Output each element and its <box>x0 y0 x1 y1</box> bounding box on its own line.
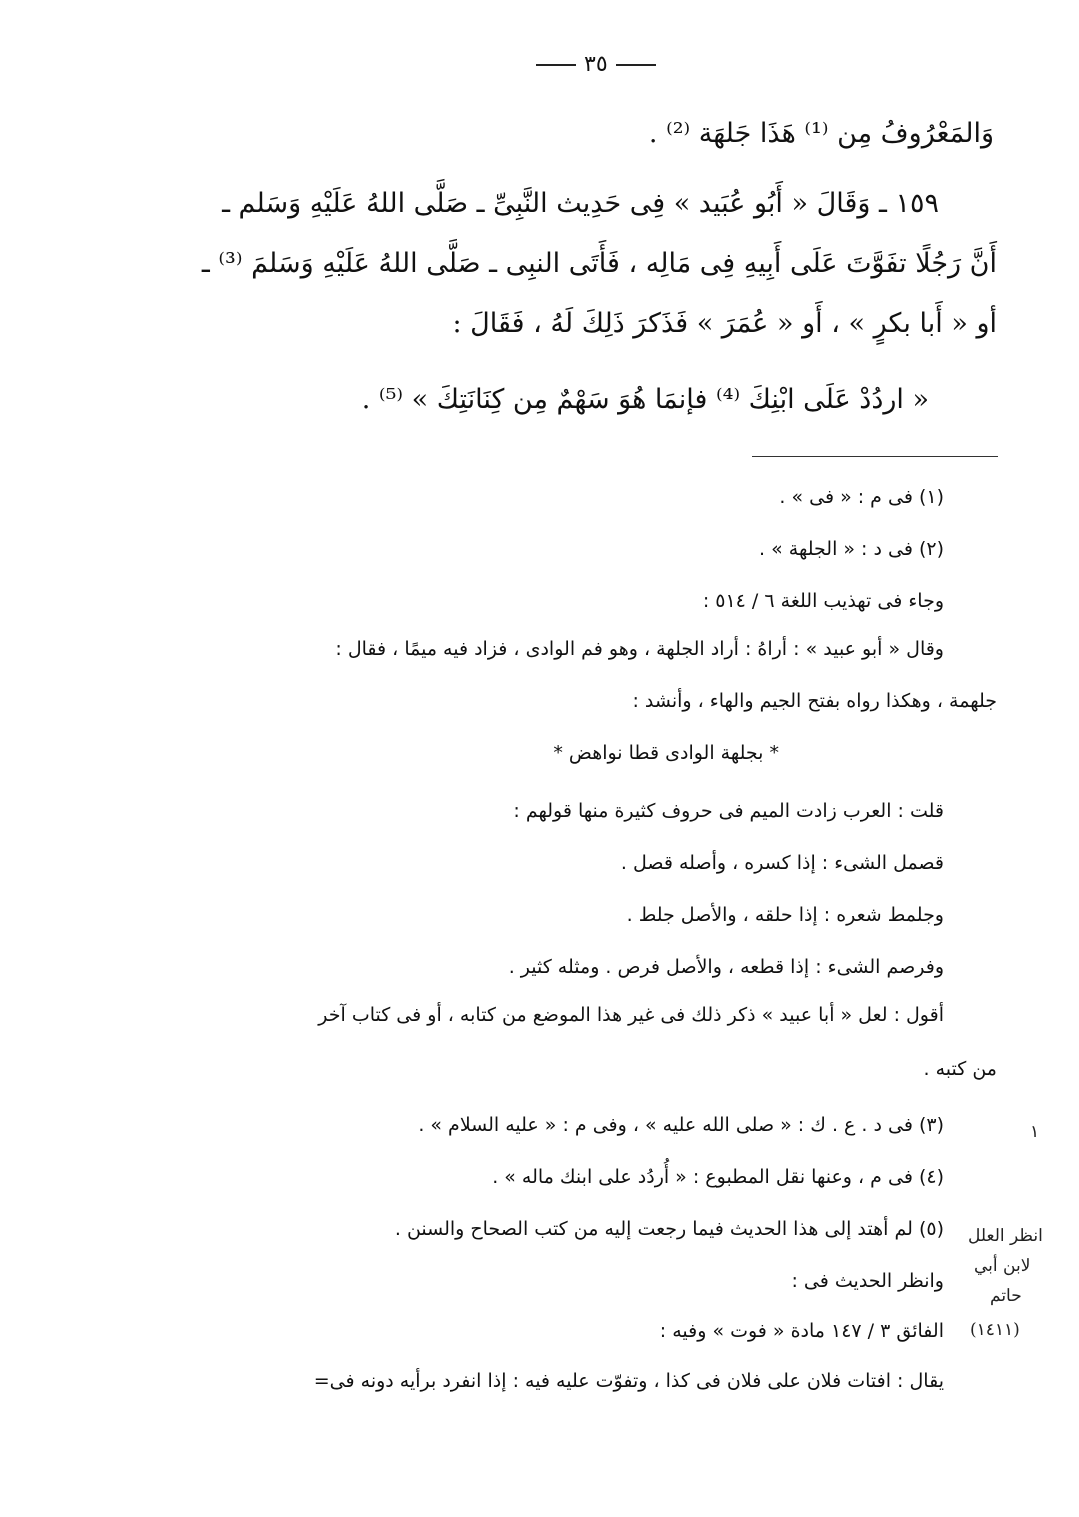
footnote-2-verse: * بجلهة الوادى قطا نواهض * <box>553 742 779 764</box>
footnote-2-line-6: وجلمط شعره : إذا حلقه ، والأصل جلط . <box>626 904 944 926</box>
footnote-3: (٣) فى د . ع . ك : « صلى الله عليه » ، وفى م : « عليه السلام » . <box>418 1114 944 1136</box>
footnote-1: (١) فى م : « فى » . <box>779 486 944 508</box>
footnote-2-line-8: أقول : لعل « أبا عبيد » ذكر ذلك فى غير هذا الموضع من كتابه ، أو فى كتاب آخر <box>318 1004 944 1026</box>
footnote-separator <box>752 456 998 457</box>
main-text-line-3: أَنَّ رَجُلًا تفَوَّتَ عَلَى أَبِيهِ فِى مَالِه ، فَأَتَى النبِى ـ صَلَّى اللهُ عَلَيْهِ وَسَلمَ ⁽³⁾ ـ <box>201 248 997 279</box>
main-text-line-5: « اردُدْ عَلَى ابْنِكَ ⁽⁴⁾ فإنمَا هُوَ سَهْمٌ مِن كِنَانَتِكَ » ⁽⁵⁾ . <box>361 384 929 415</box>
page-number-dash-left <box>616 64 656 66</box>
footnote-5-line-2: الفائق ٣ / ١٤٧ مادة « فوت » وفيه : <box>659 1320 944 1342</box>
margin-note-line-1: انظر العلل <box>968 1226 1043 1246</box>
margin-mark: ١ <box>1030 1122 1040 1142</box>
footnote-2-line-1: وجاء فى تهذيب اللغة ٦ / ٥١٤ : <box>702 590 944 612</box>
footnote-4: (٤) فى م ، وعنها نقل المطبوع : « أُردُد على ابنك ماله » . <box>492 1166 944 1188</box>
main-text-line-1: وَالمَعْرُوفُ مِن ⁽¹⁾ هَذَا جَلهَة ⁽²⁾ . <box>648 118 994 149</box>
margin-note-line-3: حاتم <box>990 1286 1022 1306</box>
footnote-2: (٢) فى د : « الجلهة » . <box>759 538 944 560</box>
margin-note-line-2: لابن أبي <box>974 1256 1031 1276</box>
footnote-2-line-7: وفرصم الشىء : إذا قطعه ، والأصل فرص . ومثله كثير . <box>508 956 944 978</box>
page-number-text: ٣٥ <box>584 52 608 77</box>
page-number <box>528 52 664 77</box>
footnote-2-line-4: قلت : العرب زادت الميم فى حروف كثيرة منها قولهم : <box>513 800 944 822</box>
footnote-5-line-1: وانظر الحديث فى : <box>791 1270 944 1292</box>
footnote-5-line-3: يقال : افتات فلان على فلان فى كذا ، وتفوّت عليه فيه : إذا انفرد برأيه دونه فى= <box>313 1370 944 1392</box>
footnote-2-line-3: جلهمة ، وهكذا رواه بفتح الجيم والهاء ، وأنشد : <box>632 690 997 712</box>
footnote-5: (٥) لم أهتد إلى هذا الحديث فيما رجعت إليه من كتب الصحاح والسنن . <box>394 1218 944 1240</box>
footnote-2-line-9: من كتبه . <box>923 1058 997 1080</box>
main-text-line-4: أو « أَبا بكرٍ » ، أَو « عُمَرَ » فَذَكرَ ذَلِكَ لَهُ ، فَقَالَ : <box>452 308 997 339</box>
footnote-2-line-2: وقال « أبو عبيد » : أراهُ : أراد الجلهة ، وهو فم الوادى ، فزاد فيه ميمًا ، فقال : <box>335 638 944 660</box>
main-text-line-2: ١٥٩ ـ وَقَالَ « أَبُو عُبَيد » فِى حَدِيث النَّبِىِّ ـ صَلَّى اللهُ عَلَيْهِ وَسَلم ـ <box>222 188 939 219</box>
page-number-dash-right <box>536 64 576 66</box>
footnote-2-line-5: قصمل الشىء : إذا كسره ، وأصله قصل . <box>620 852 944 874</box>
margin-note-line-4: (١٤١١) <box>970 1320 1020 1340</box>
